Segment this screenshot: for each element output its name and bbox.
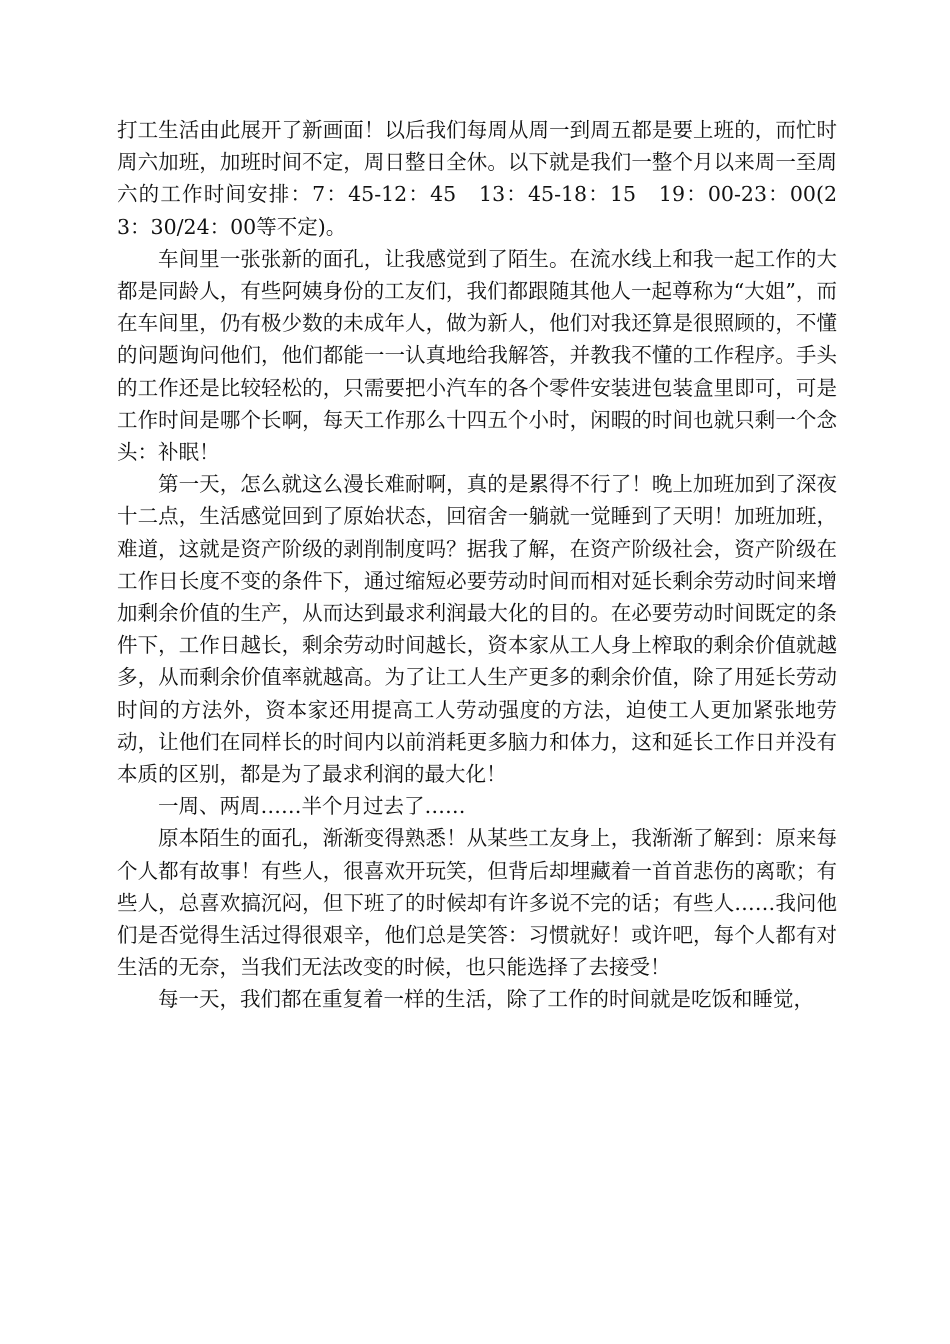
paragraph-1: 打工生活由此展开了新画面！以后我们每周从周一到周五都是要上班的，而忙时周六加班，加班时间不定，周日整日全休。以下就是我们一整个月以来周一至周六的工作时间安排：7：45-12：45 13：45-18：15 19：00-23：00(23：30/24：00等不定)。	[117, 118, 837, 239]
document-page	[117, 114, 837, 1016]
paragraph-4: 一周、两周……半个月过去了……	[158, 794, 466, 819]
paragraph-6: 每一天，我们都在重复着一样的生活，除了工作的时间就是吃饭和睡觉，	[158, 987, 814, 1012]
paragraph-2: 车间里一张张新的面孔，让我感觉到了陌生。在流水线上和我一起工作的大都是同龄人，有些阿姨身份的工友们，我们都跟随其他人一起尊称为“大姐”，而在车间里，仍有极少数的未成年人，做为新人，他们对我还算是很照顾的，不懂的问题询问他们，他们都能一一认真地给我解答，并教我不懂的工作程序。手头的工作还是比较轻松的，只需要把小汽车的各个零件安装进包装盒里即可，可是工作时间是哪个长啊，每天工作那么十四五个小时，闲暇的时间也就只剩一个念头：补眠！	[117, 246, 837, 465]
paragraph-3: 第一天，怎么就这么漫长难耐啊，真的是累得不行了！晚上加班加到了深夜十二点，生活感觉回到了原始状态，回宿舍一躺就一觉睡到了天明！加班加班，难道，这就是资产阶级的剥削制度吗？据我了解，在资产阶级社会，资产阶级在工作日长度不变的条件下，通过缩短必要劳动时间而相对延长剩余劳动时间来增加剩余价值的生产，从而达到最求利润最大化的目的。在必要劳动时间既定的条件下，工作日越长，剩余劳动时间越长，资本家从工人身上榨取的剩余价值就越多，从而剩余价值率就越高。为了让工人生产更多的剩余价值，除了用延长劳动时间的方法外，资本家还用提高工人劳动强度的方法，迫使工人更加紧张地劳动，让他们在同样长的时间内以前消耗更多脑力和体力，这和延长工作日并没有本质的区别，都是为了最求利润的最大化！	[117, 472, 837, 787]
paragraph-5: 原本陌生的面孔，渐渐变得熟悉！从某些工友身上，我渐渐了解到：原来每个人都有故事！有些人，很喜欢开玩笑，但背后却埋藏着一首首悲伤的离歌；有些人，总喜欢搞沉闷，但下班了的时候却有许多说不完的话；有些人……我问他们是否觉得生活过得很艰辛，他们总是笑答：习惯就好！或许吧，每个人都有对生活的无奈，当我们无法改变的时候，也只能选择了去接受！	[117, 826, 837, 980]
